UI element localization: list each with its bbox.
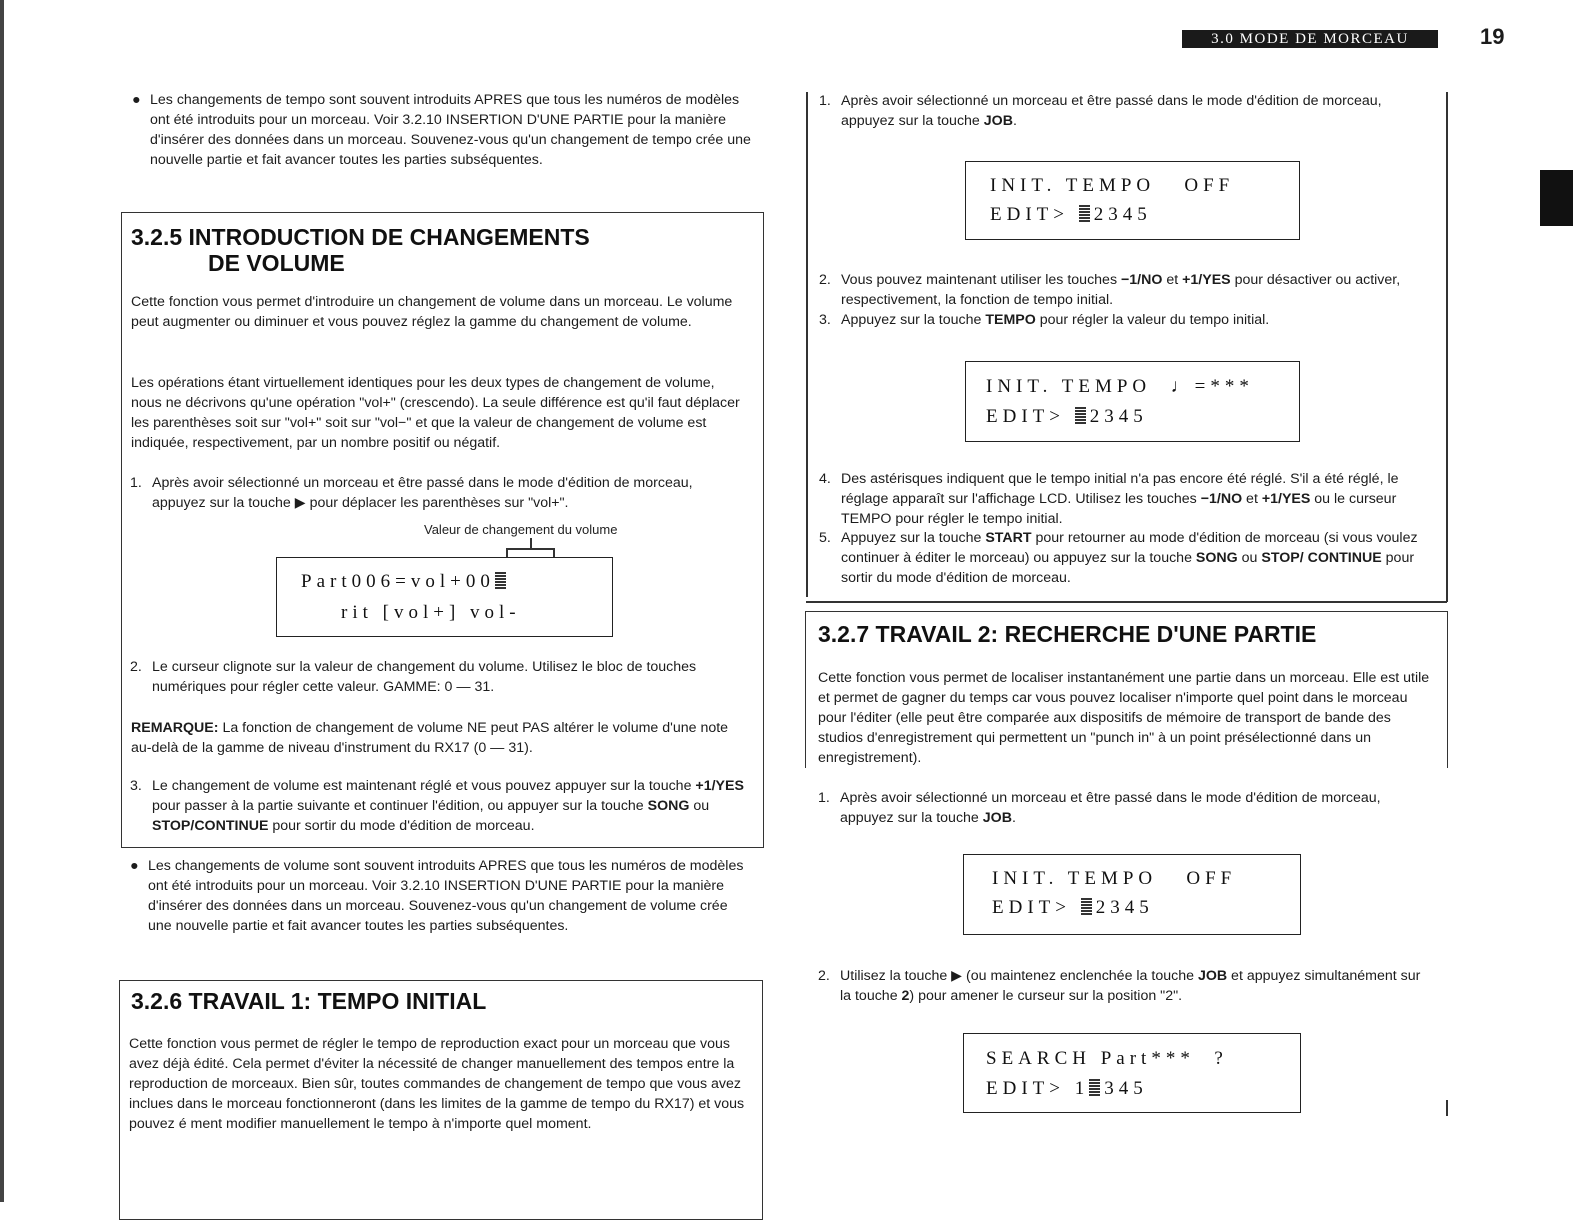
s327-paragraph-1: Cette fonction vous permet de localiser instantanément une partie dans un morceau. Elle est utile et permet de gagner du temps car vous pouvez localiser n'importe quel point dans le morceau pour l'éditer (elle peut être comparée aux dispositifs de mémoire de transport de bande des studios d'enregistrement qui permettent un "punch in" à un point présélectionné dans un enregistrement). bbox=[818, 670, 1430, 766]
lcd-display-job-init-tempo: INIT. TEMPO OFF EDIT> 2345 bbox=[963, 854, 1301, 935]
s325-step-2: 2. Le curseur clignote sur la valeur de changement du volume. Utilisez le bloc de touches numériques pour régler cette valeur. GAMME: 0 — 31. bbox=[130, 659, 697, 695]
caption-pointer bbox=[530, 538, 532, 548]
s325-paragraph-1: Cette fonction vous permet d'introduire un changement de volume dans un morceau. Le volume peut augmenter ou diminuer et vous pouvez réglez la gamme du changement de volume. bbox=[131, 294, 733, 330]
s327-step-1: 1. Après avoir sélectionné un morceau et être passé dans le mode d'édition de morceau, appuyez sur la touche JOB. bbox=[818, 790, 1381, 826]
s325-step-3: 3. Le changement de volume est maintenant réglé et vous pouvez appuyer sur la touche +1/YES pour passer à la partie suivante et continuer l'édition, ou appuyer sur la touche SONG ou STOP/CONTINUE pour sortir du mode d'édition de morceau. bbox=[130, 778, 744, 834]
bullet-dot: ● bbox=[132, 92, 141, 108]
section-3-2-5-title: 3.2.5 INTRODUCTION DE CHANGEMENTS DE VOLUME bbox=[131, 224, 590, 276]
right-step-5: 5. Appuyez sur la touche START pour retourner au mode d'édition de morceau (si vous voulez continuer à éditer le morceau) ou appuyez sur la touche SONG ou STOP/ CONTINUE pour sortir du mode d'édition de morceau. bbox=[819, 530, 1418, 586]
bullet-dot: ● bbox=[130, 858, 139, 874]
section-header-tag: 3.0 MODE DE MORCEAU bbox=[1182, 30, 1438, 48]
lcd-display-init-tempo-off: INIT. TEMPO OFF EDIT> 2345 bbox=[965, 161, 1300, 240]
chapter-tab-marker bbox=[1540, 170, 1573, 226]
caption-bracket-right bbox=[553, 548, 555, 557]
binding-edge bbox=[0, 0, 4, 1202]
s326-paragraph-1: Cette fonction vous permet de régler le tempo de reproduction exact pour un morceau que vous avez déjà édité. Cela permet d'éviter la nécessité de changer manuellement des tempos entre la reproduction de morceaux. Bien sûr, toutes commandes de changement de tempo que vous avez inclues dans le morceau fonctionneront (dans les limites de la gamme de tempo du RX17) et vous pouvez é ment modifier manuellement le tempo à n'importe quel moment. bbox=[129, 1036, 745, 1132]
lcd-cursor bbox=[495, 571, 506, 590]
s327-step-2: 2. Utilisez la touche ▶ (ou maintenez enclenchée la touche JOB et appuyez simultanément sur la touche 2) pour amener le curseur sur la position "2". bbox=[818, 968, 1421, 1004]
right-step-4: 4. Des astérisques indiquent que le tempo initial n'a pas encore été réglé. S'il a été réglé, le réglage apparaît sur l'affichage LCD. Utilisez les touches −1/NO et +1/YES ou le curseur TEMPO pour régler le tempo initial. bbox=[819, 471, 1399, 527]
lcd-cursor bbox=[1089, 1078, 1100, 1097]
s325-paragraph-2: Les opérations étant virtuellement identiques pour les deux types de changement de volume, nous ne décrivons qu'une opération "vol+" (crescendo). La seule différence est qu'il faut déplacer les parenthèses soit sur "vol+" soit sur "vol−" et que la valeur de changement de volume est indiquée, respectivement, par un nombre positif ou négatif. bbox=[131, 375, 740, 451]
section-3-2-7-title: 3.2.7 TRAVAIL 2: RECHERCHE D'UNE PARTIE bbox=[818, 621, 1317, 647]
caption-bracket-left bbox=[506, 548, 508, 557]
right-step-1: 1. Après avoir sélectionné un morceau et être passé dans le mode d'édition de morceau, appuyez sur la touche JOB. bbox=[819, 93, 1382, 129]
s325-step-1: 1. Après avoir sélectionné un morceau et être passé dans le mode d'édition de morceau, appuyez sur la touche ▶ pour déplacer les parenthèses sur "vol+". bbox=[130, 475, 693, 511]
lcd-display-init-tempo-value: INIT. TEMPO ♩=*** EDIT> 2345 bbox=[965, 361, 1300, 442]
s325-remark: REMARQUE: La fonction de changement de volume NE peut PAS altérer le volume d'une note au-delà de la gamme de niveau d'instrument du RX17 (0 — 31). bbox=[131, 720, 729, 756]
lcd-cursor bbox=[1079, 204, 1090, 223]
right-step-3: 3. Appuyez sur la touche TEMPO pour régler la valeur du tempo initial. bbox=[819, 312, 1270, 328]
lcd-caption: Valeur de changement du volume bbox=[424, 522, 618, 537]
section-3-2-6-title: 3.2.6 TRAVAIL 1: TEMPO INITIAL bbox=[131, 988, 487, 1014]
right-step-2: 2. Vous pouvez maintenant utiliser les touches −1/NO et +1/YES pour désactiver ou activer, respectivement, la fonction de tempo initial. bbox=[819, 272, 1401, 308]
lcd-display-search-part: SEARCH Part*** ? EDIT> 1 345 bbox=[963, 1033, 1301, 1113]
column-divider-right bbox=[1446, 92, 1448, 602]
column-divider-left bbox=[806, 92, 808, 597]
lcd-display-volume: Part006=vol+00 rit [vol+] vol- bbox=[276, 557, 613, 637]
intro-bullet: ● Les changements de tempo sont souvent introduits APRES que tous les numéros de modèles ont été introduits pour un morceau. Voir 3.2.10 INSERTION D'UNE PARTIE pour la manière d'insérer des données dans un morceau. Souvenez-vous qu'un changement de tempo crée une nouvelle partie et fait avancer toutes les parties subséquentes. bbox=[132, 92, 751, 168]
caption-bracket bbox=[506, 548, 554, 550]
column-divider-right-tail bbox=[1446, 1100, 1448, 1116]
lcd-cursor bbox=[1081, 897, 1092, 916]
page-number: 19 bbox=[1480, 24, 1505, 49]
lcd-cursor bbox=[1075, 406, 1086, 425]
divider-bottom bbox=[806, 601, 1447, 603]
volume-bullet: ● Les changements de volume sont souvent introduits APRES que tous les numéros de modèles ont été introduits pour un morceau. Voir 3.2.10 INSERTION D'UNE PARTIE pour la manière d'insérer des données dans un morceau. Souvenez-vous qu'un changement de volume crée une nouvelle partie et fait avancer toutes les parties subséquentes. bbox=[130, 858, 744, 934]
